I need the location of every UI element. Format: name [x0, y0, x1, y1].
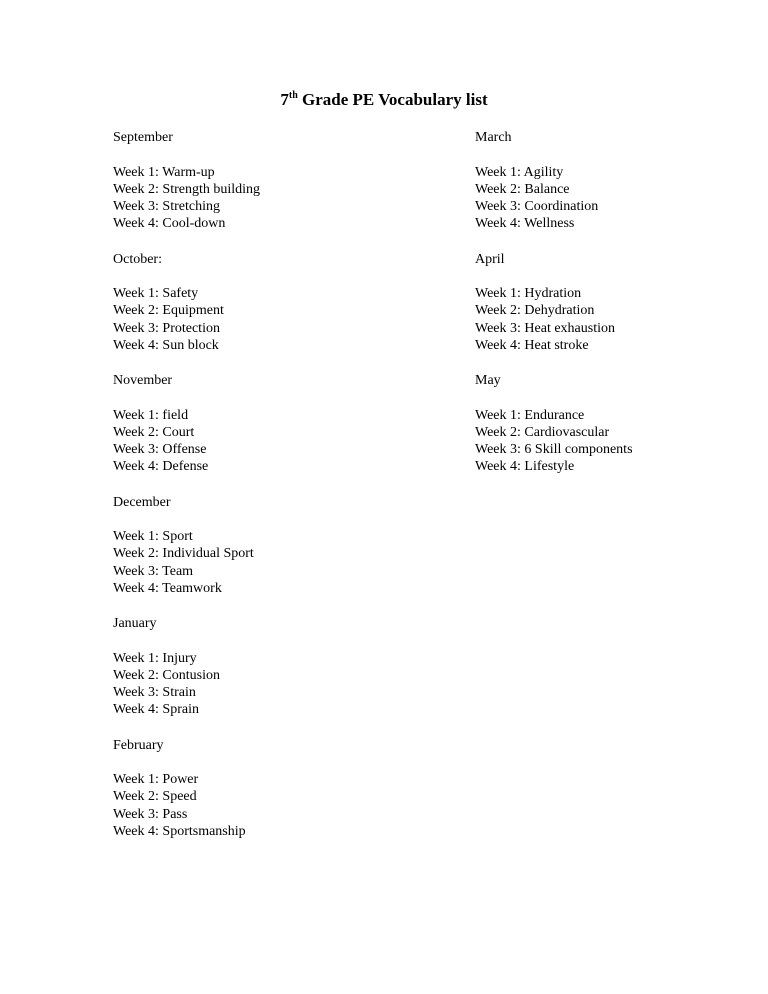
- month-heading: May: [475, 373, 501, 388]
- title-text: Grade PE Vocabulary list: [297, 90, 488, 109]
- week-item: Week 4: Sun block: [113, 337, 219, 353]
- week-item: Week 1: Sport: [113, 529, 193, 545]
- month-heading: September: [113, 130, 173, 145]
- month-heading: March: [475, 130, 512, 145]
- right-column: [475, 129, 633, 494]
- left-column: [113, 129, 260, 858]
- week-item: Week 3: 6 Skill components: [475, 442, 633, 458]
- week-item: Week 1: Hydration: [475, 286, 582, 302]
- week-item: Week 2: Balance: [475, 181, 570, 197]
- month-block-november: [113, 372, 260, 494]
- month-heading: October:: [113, 251, 162, 267]
- week-item: Week 1: Endurance: [475, 407, 585, 423]
- week-item: Week 2: Strength building: [113, 181, 261, 197]
- week-item: Week 2: Dehydration: [475, 303, 595, 319]
- week-item: Week 1: Warm-up: [113, 164, 215, 180]
- week-item: Week 4: Sprain: [113, 702, 199, 718]
- week-item: Week 2: Individual Sport: [113, 546, 254, 562]
- week-item: Week 4: Heat stroke: [475, 337, 589, 353]
- week-item: Week 3: Protection: [113, 320, 220, 336]
- week-item: Week 4: Defense: [113, 459, 209, 475]
- week-item: Week 3: Pass: [113, 806, 188, 822]
- month-block-january: [113, 615, 260, 737]
- week-item: Week 2: Equipment: [113, 303, 224, 319]
- month-block-february: [113, 737, 260, 859]
- month-block-april: [475, 251, 633, 373]
- month-block-march: [475, 129, 633, 251]
- week-item: Week 3: Coordination: [475, 199, 599, 215]
- month-heading: November: [113, 373, 173, 388]
- title-ordinal-suffix: th: [288, 90, 298, 101]
- week-item: Week 4: Lifestyle: [475, 459, 575, 475]
- month-heading: April: [475, 251, 505, 267]
- month-heading: February: [113, 737, 164, 753]
- week-item: Week 2: Speed: [113, 789, 197, 805]
- month-heading: December: [113, 494, 171, 510]
- month-block-october: [113, 251, 260, 373]
- week-item: Week 4: Teamwork: [113, 580, 222, 596]
- page-title: [0, 88, 768, 112]
- month-block-may: [475, 372, 633, 494]
- week-item: Week 4: Wellness: [475, 216, 575, 232]
- week-item: Week 1: Power: [113, 772, 199, 788]
- week-item: Week 3: Stretching: [113, 199, 220, 215]
- week-item: Week 3: Offense: [113, 442, 207, 458]
- week-item: Week 2: Cardiovascular: [475, 424, 610, 440]
- week-item: Week 1: Safety: [113, 286, 199, 302]
- week-item: Week 4: Cool-down: [113, 216, 226, 232]
- week-item: Week 2: Contusion: [113, 667, 220, 683]
- title-grade-number: 7: [280, 90, 289, 109]
- week-item: Week 3: Heat exhaustion: [475, 320, 615, 336]
- week-item: Week 4: Sportsmanship: [113, 823, 246, 839]
- month-heading: January: [113, 616, 157, 631]
- week-item: Week 1: field: [113, 407, 189, 423]
- week-item: Week 3: Strain: [113, 685, 196, 701]
- week-item: Week 1: Injury: [113, 650, 197, 666]
- week-item: Week 1: Agility: [475, 164, 564, 180]
- week-item: Week 2: Court: [113, 424, 195, 440]
- week-item: Week 3: Team: [113, 563, 194, 579]
- month-block-september: [113, 129, 260, 251]
- month-block-december: [113, 494, 260, 616]
